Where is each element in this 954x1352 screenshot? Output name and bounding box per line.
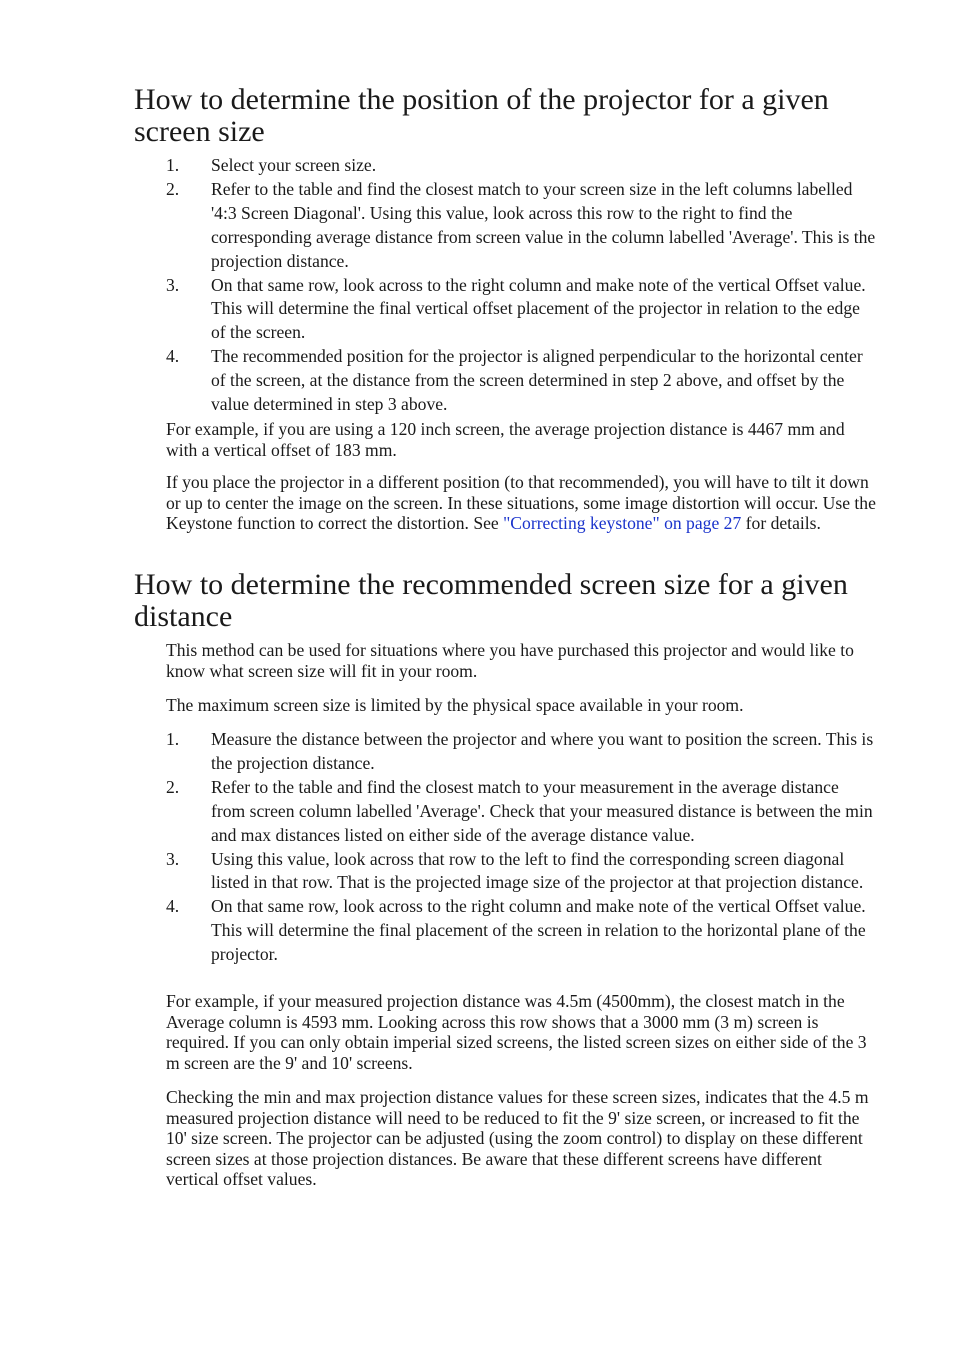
step-text: On that same row, look across to the right column and make note of the vertical Offset value. This will determine the final placement of the screen in relation to the horizontal plane of the projector. <box>211 896 866 965</box>
tilt-text: If you place the projector in a different position (to that recommended), you will have to tilt it down or up to center the image on the screen. In these situations, some image distortion will occur. Use the Keystone function to correct the distortion. See <box>166 472 876 534</box>
list-item <box>166 895 876 967</box>
step-number: 1. <box>166 729 180 749</box>
list-item <box>166 178 876 274</box>
list-item <box>166 848 876 896</box>
checking-paragraph: Checking the min and max projection distance values for these screen sizes, indicates that the 4.5 m measured projection distance will need to be reduced to fit the 9' size screen, or increased to fit the 10' size screen. The projector can be adjusted (using the zoom control) to display on these different screen sizes at those projection distances. Be aware that these different screens have different vertical offset values. <box>166 1087 869 1190</box>
list-item <box>166 274 876 346</box>
tilt-paragraph <box>166 472 878 534</box>
step-number: 1. <box>166 155 180 175</box>
step-number: 3. <box>166 848 180 869</box>
example-paragraph-2: For example, if your measured projection distance was 4.5m (4500mm), the closest match in the Average column is 4593 mm. Looking across this row shows that a 3000 mm (3 m) screen is required. If you can only obtain imperial sized screens, the listed screen sizes on either side of the 3 m screen are the 9' and 10' screens. <box>166 991 867 1073</box>
step-number: 2. <box>166 776 180 797</box>
step-text: The recommended position for the projector is aligned perpendicular to the horizontal center of the screen, at the distance from the screen determined in step 2 above, and offset by the value determined in step 3 above. <box>211 346 863 415</box>
tilt-text-end: for details. <box>741 513 821 534</box>
list-item <box>166 345 876 417</box>
step-text: Select your screen size. <box>211 155 377 175</box>
section-heading-position: How to determine the position of the projector for a given screen size <box>134 83 829 148</box>
step-text: Refer to the table and find the closest match to your screen size in the left columns labelled '4:3 Screen Diagonal'. Using this value, look across this row to the right to find the corresponding average distance from screen value in the column labelled 'Average'. This is the projection distance. <box>211 178 876 271</box>
list-item <box>166 728 876 776</box>
step-number: 2. <box>166 178 180 199</box>
step-number: 4. <box>166 896 180 917</box>
intro-paragraph: This method can be used for situations where you have purchased this projector and would like to know what screen size will fit in your room. <box>166 640 854 681</box>
example-paragraph: For example, if you are using a 120 inch screen, the average projection distance is 4467 mm and with a vertical offset of 183 mm. <box>166 419 845 460</box>
section-heading-screen-size: How to determine the recommended screen size for a given distance <box>134 568 848 633</box>
list-item <box>166 776 876 848</box>
step-text: Using this value, look across that row to the left to find the corresponding screen diagonal listed in that row. That is the projected image size of the projector at that projection distance. <box>211 848 864 893</box>
correcting-keystone-link[interactable]: "Correcting keystone" on page 27 <box>503 513 742 534</box>
step-text: Refer to the table and find the closest match to your measurement in the average distance from screen column labelled 'Average'. Check that your measured distance is between the min and max distances listed on either side of the average distance value. <box>211 776 873 845</box>
step-text: Measure the distance between the projector and where you want to position the screen. This is the projection distance. <box>211 729 874 773</box>
step-number: 3. <box>166 274 180 295</box>
step-number: 4. <box>166 346 180 367</box>
limit-paragraph: The maximum screen size is limited by the physical space available in your room. <box>166 695 744 715</box>
position-steps-list <box>166 154 876 417</box>
step-text: On that same row, look across to the right column and make note of the vertical Offset value. This will determine the final vertical offset placement of the projector in relation to the edge of the screen. <box>211 274 866 343</box>
screen-size-steps-list <box>166 728 876 967</box>
list-item <box>166 154 876 178</box>
